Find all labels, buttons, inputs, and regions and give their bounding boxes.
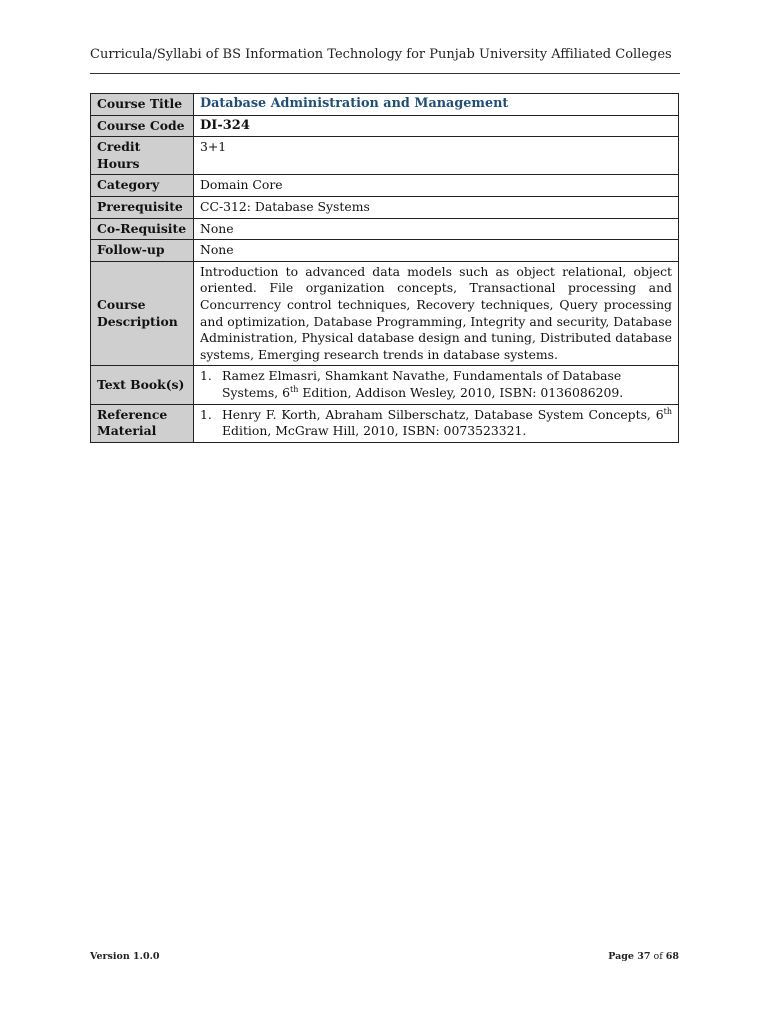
credit-hours-value: 3+1 [194,137,679,175]
co-requisite-value: None [194,218,679,240]
ordinal-suffix: th [290,384,299,394]
table-row [91,196,679,218]
citation-text: Edition, McGraw Hill, 2010, ISBN: 0073523321. [222,423,527,439]
text-books-value [194,366,679,404]
row-label-text-books: Text Book(s) [91,366,194,404]
citation-text: Edition, Addison Wesley, 2010, ISBN: 0136086209. [298,384,624,400]
header-divider [90,73,680,74]
page-current: 37 [637,951,651,962]
table-row [91,261,679,366]
page-total: 68 [665,951,679,962]
course-code-value: DI-324 [194,115,679,137]
reference-label-line1: Reference [97,406,168,422]
row-label-course-title: Course Title [91,94,194,116]
ordinal-suffix: th [663,406,672,416]
reference-material-value [194,404,679,442]
citation-text: Ramez Elmasri, Shamkant Navathe, Fundamentals of Database Systems, 6 [222,368,622,400]
table-row [91,404,679,442]
reference-citation [222,407,672,440]
table-row [91,240,679,262]
footer-version: Version 1.0.0 [90,951,160,962]
row-label-course-description [91,261,194,366]
description-label-line2: Description [97,313,178,329]
page-of: of [650,951,666,962]
citation-text: Henry F. Korth, Abraham Silberschatz, Database System Concepts, 6 [222,406,664,422]
table-row [91,175,679,197]
table-row [91,137,679,175]
row-label-prerequisite: Prerequisite [91,196,194,218]
category-value: Domain Core [194,175,679,197]
table-row [91,366,679,404]
list-item [200,407,672,440]
follow-up-value: None [194,240,679,262]
row-label-co-requisite: Co-Requisite [91,218,194,240]
prerequisite-value: CC-312: Database Systems [194,196,679,218]
row-label-course-code: Course Code [91,115,194,137]
description-label-line1: Course [97,296,146,312]
page-header: Curricula/Syllabi of BS Information Technology for Punjab University Affiliated Colleges [90,47,672,62]
table-row [91,115,679,137]
list-item [200,368,672,401]
list-number: 1. [200,368,212,384]
textbook-citation [222,368,672,401]
course-description-value: Introduction to advanced data models such as object relational, object oriented. File organization concepts, Transactional processing and Concurrency control techniques, Recovery techniques, Query processing and optimization, Database Programming, Integrity and security, Database Administration, Physical database design and tuning, Distributed database systems, Emerging research trends in database systems. [194,261,679,366]
row-label-credit-hours: Credit Hours [91,137,194,175]
row-label-category: Category [91,175,194,197]
reference-label-line2: Material [97,423,157,439]
footer-page-number [560,951,679,962]
list-number: 1. [200,406,212,422]
page-prefix: Page [608,951,638,962]
course-title-value: Database Administration and Management [194,94,679,116]
row-label-reference-material [91,404,194,442]
row-label-follow-up: Follow-up [91,240,194,262]
table-row [91,94,679,116]
table-row [91,218,679,240]
course-table [90,93,679,443]
